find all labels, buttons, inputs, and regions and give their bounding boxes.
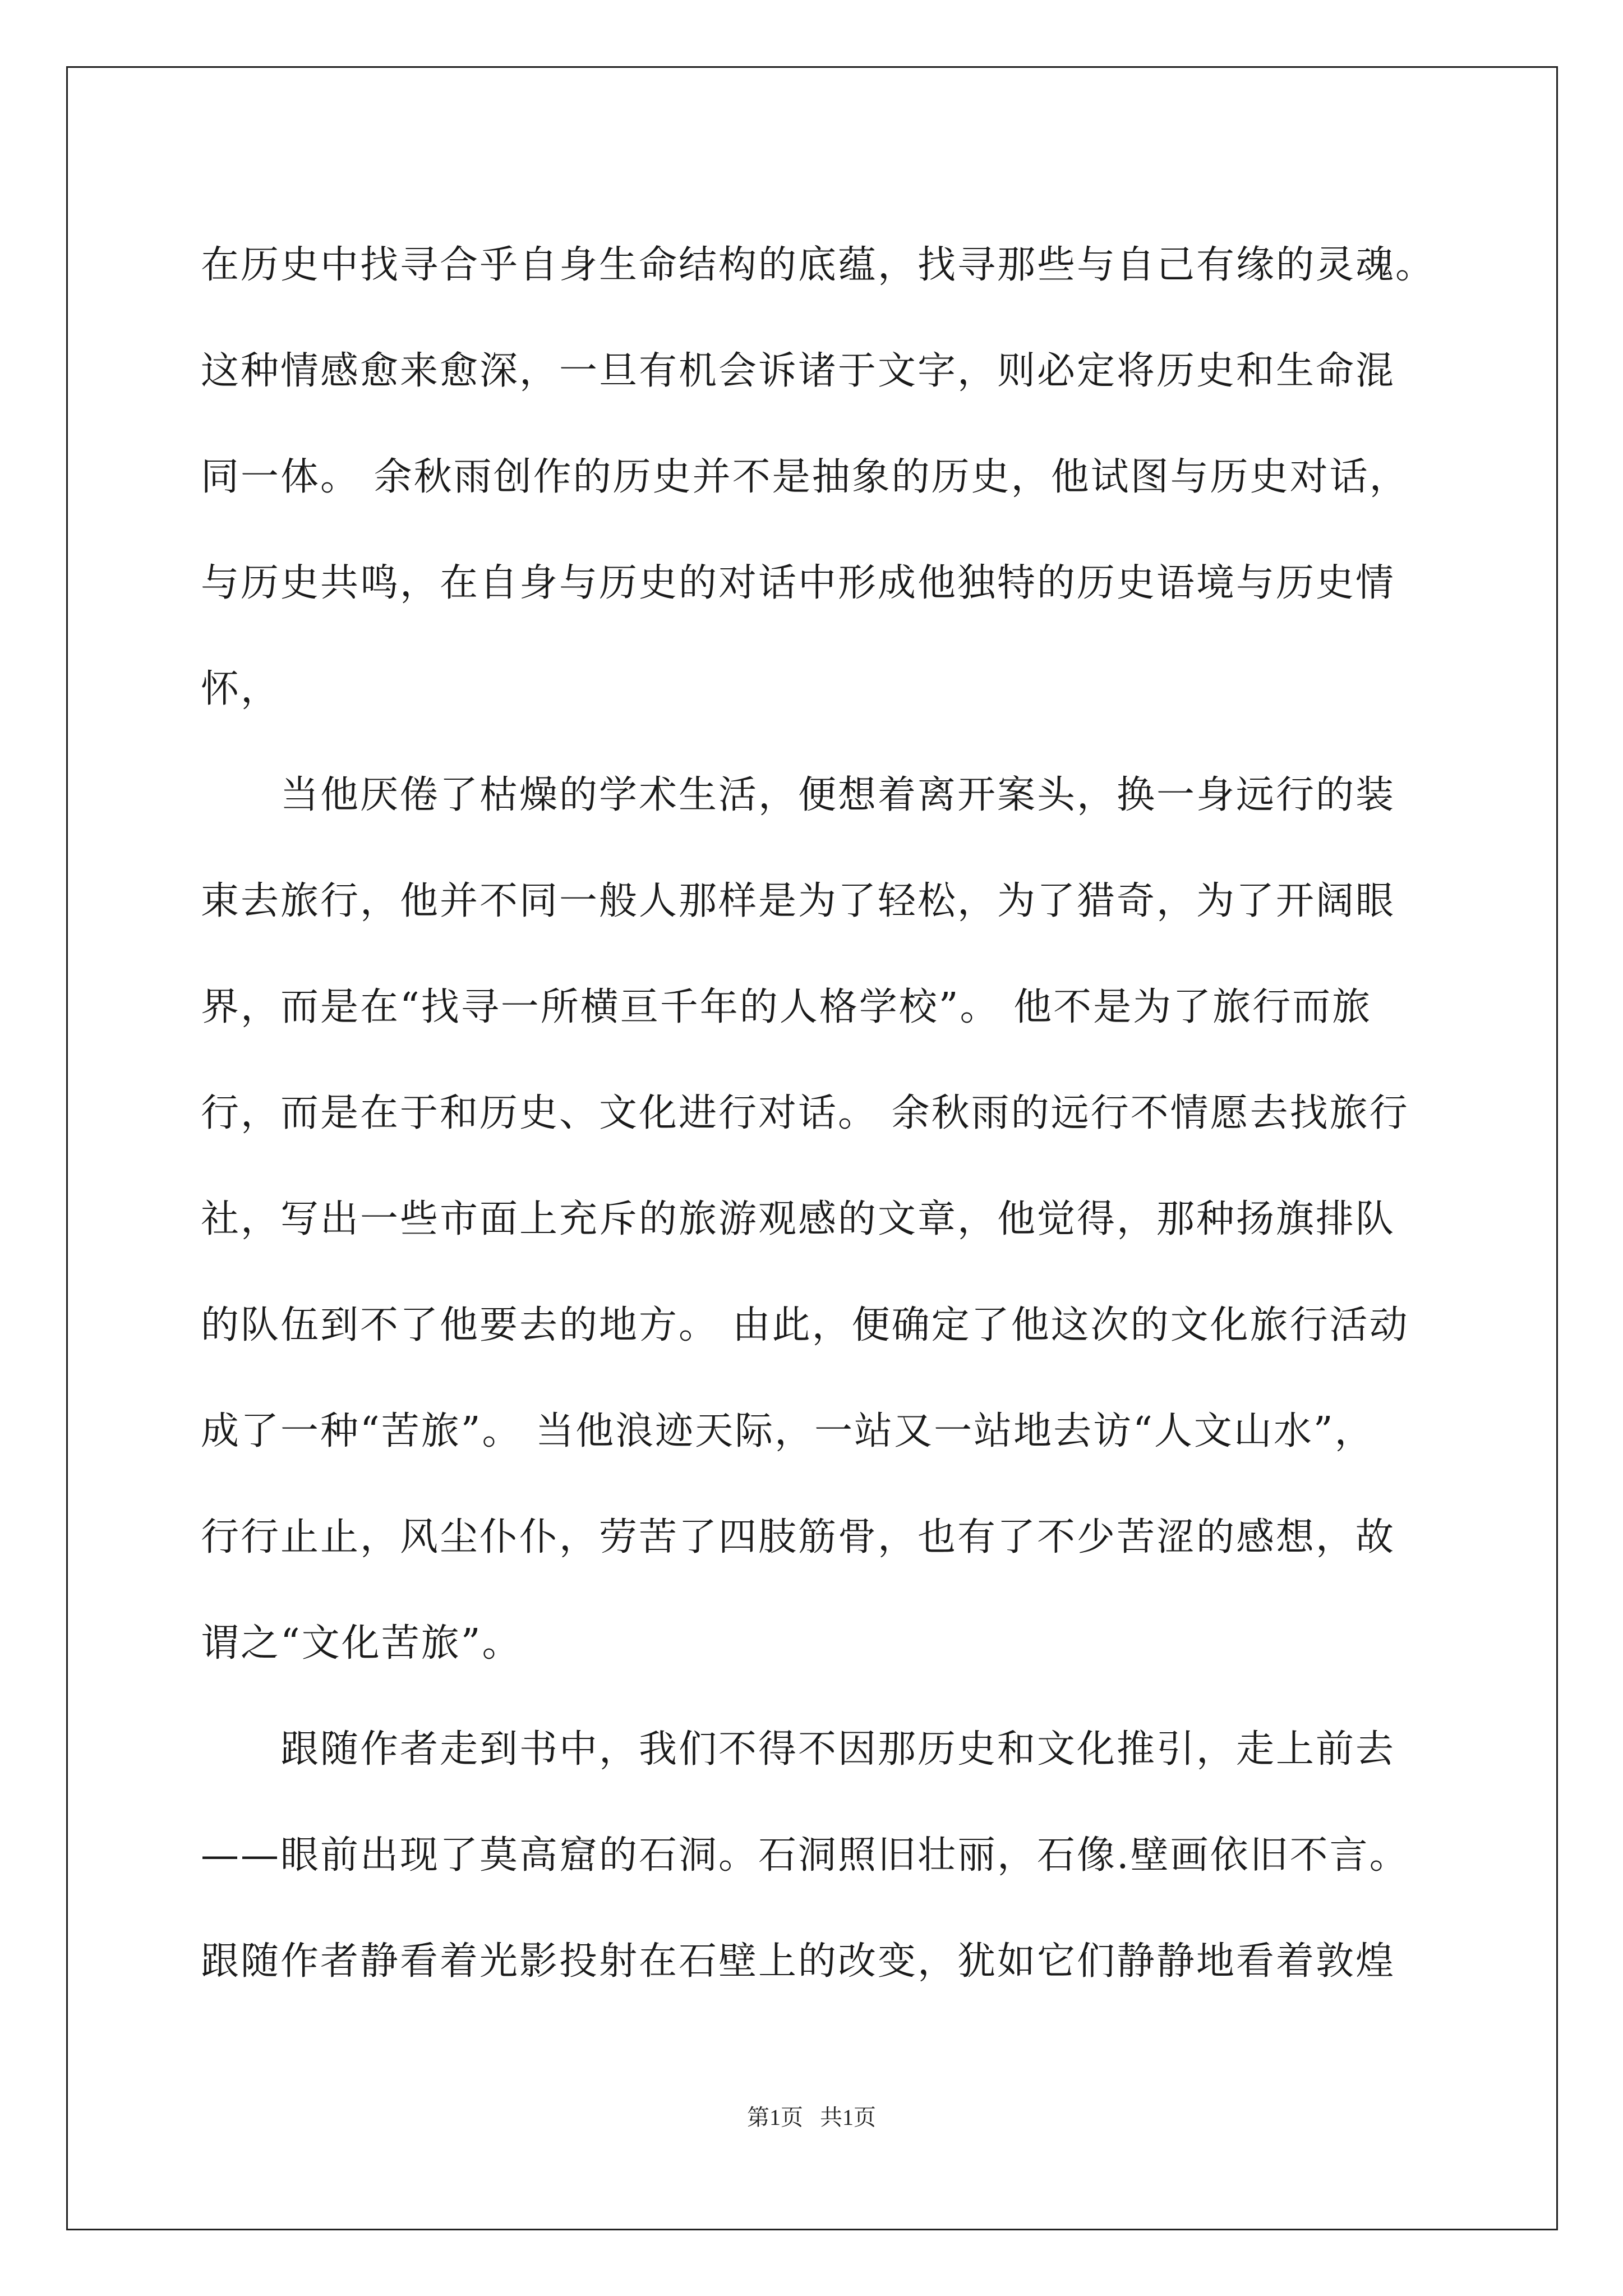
text-line: 的队伍到不了他要去的地方。 由此，便确定了他这次的文化旅行活动 (201, 1303, 1409, 1347)
text-line: 社，写出一些市面上充斥的旅游观感的文章，他觉得，那种扬旗排队 (201, 1197, 1396, 1241)
text-line: 怀， (201, 667, 281, 711)
text-line: 跟随作者静看着光影投射在石壁上的改变，犹如它们静静地看着敦煌 (201, 1939, 1396, 1984)
text-line: 这种情感愈来愈深，一旦有机会诉诸于文字，则必定将历史和生命混 (201, 349, 1396, 393)
text-line: ——眼前出现了莫高窟的石洞。石洞照旧壮丽，石像.壁画依旧不言。 (201, 1833, 1409, 1878)
text-line: 束去旅行，他并不同一般人那样是为了轻松，为了猎奇，为了开阔眼 (201, 879, 1396, 923)
paragraph-1 (201, 212, 1435, 742)
page-footer: 第1页 共1页 (747, 2105, 876, 2130)
text-line: 当他厌倦了枯燥的学术生活，便想着离开案头，换一身远行的装 (280, 773, 1396, 817)
text-line: 界，而是在“找寻一所横亘千年的人格学校”。 他不是为了旅行而旅 (201, 985, 1372, 1029)
text-line: 行行止止，风尘仆仆，劳苦了四肢筋骨，也有了不少苦涩的感想，故 (201, 1515, 1396, 1559)
text-line: 成了一种“苦旅”。 当他浪迹天际，一站又一站地去访“人文山水”， (201, 1409, 1375, 1453)
text-line: 在历史中找寻合乎自身生命结构的底蕴，找寻那些与自己有缘的灵魂。 (201, 243, 1436, 287)
text-line: 跟随作者走到书中，我们不得不因那历史和文化推引，走上前去 (280, 1727, 1396, 1772)
paragraph-2 (201, 742, 1435, 1696)
text-line: 行，而是在于和历史、文化进行对话。 余秋雨的远行不情愿去找旅行 (201, 1091, 1409, 1135)
text-line: 与历史共鸣，在自身与历史的对话中形成他独特的历史语境与历史情 (201, 561, 1396, 605)
paragraph-3 (201, 1696, 1435, 2014)
document-body (201, 212, 1435, 2014)
text-line: 谓之“文化苦旅”。 (201, 1621, 522, 1665)
text-line: 同一体。 余秋雨创作的历史并不是抽象的历史，他试图与历史对话， (201, 455, 1409, 499)
